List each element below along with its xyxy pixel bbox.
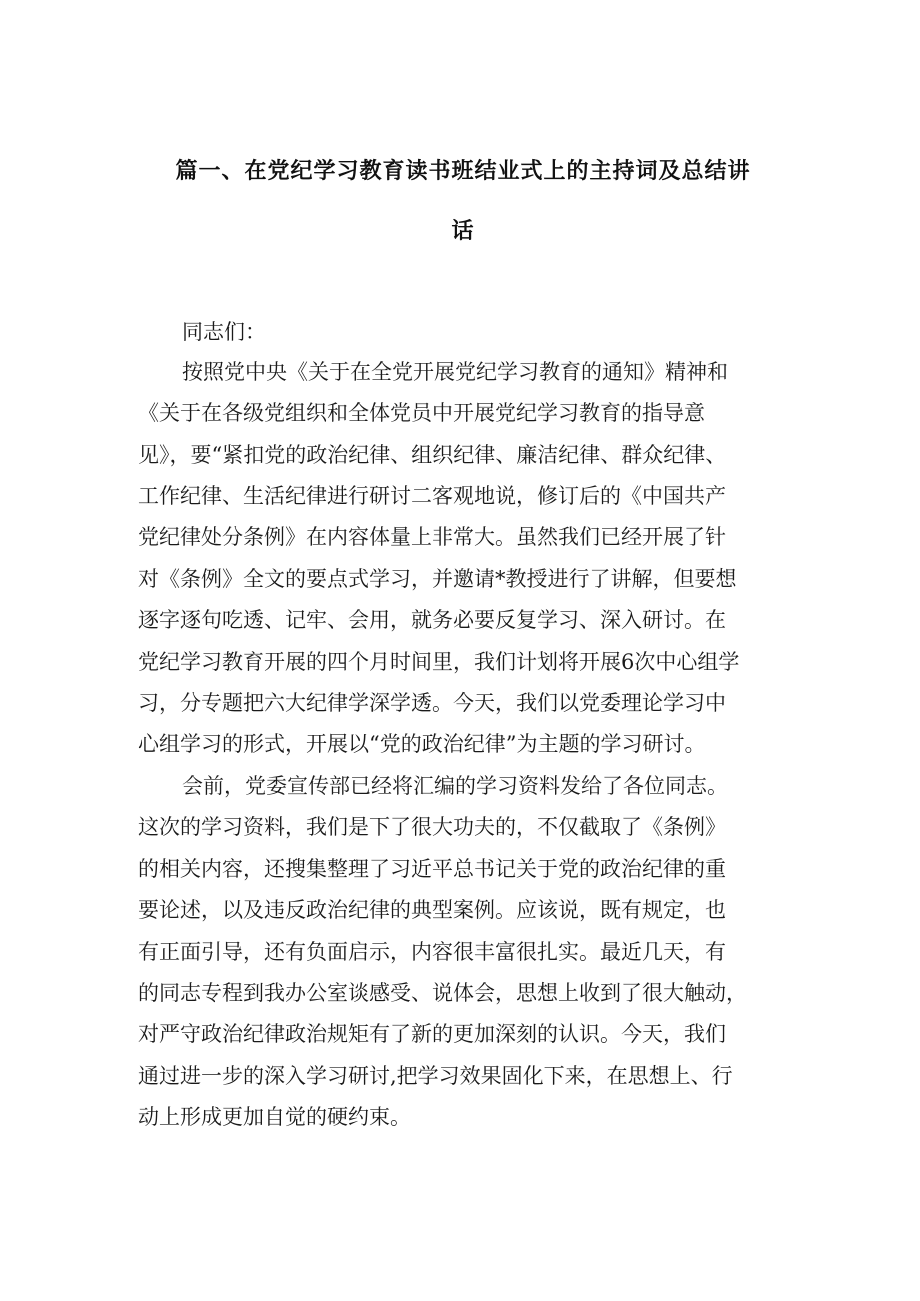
paragraph-line: 有正面引导，还有负面启示，内容很丰富很扎实。最近几天，有 xyxy=(138,940,726,964)
paragraph-line: 工作纪律、生活纪律进行研讨二客观地说，修订后的《中国共产 xyxy=(138,484,726,508)
document-title-line-2: 话 xyxy=(451,219,475,244)
paragraph-line: 逐字逐句吃透、记牢、会用，就务必要反复学习、深入研讨。在 xyxy=(138,608,726,632)
paragraph-line: 要论述，以及违反政治纪律的典型案例。应该说，既有规定，也 xyxy=(138,898,726,922)
paragraph-line: 会前，党委宣传部已经将汇编的学习资料发给了各位同志。 xyxy=(182,774,728,798)
paragraph-line: 党纪学习教育开展的四个月时间里，我们计划将开展6次中心组学 xyxy=(138,650,740,674)
paragraph-line: 的相关内容，还搜集整理了习近平总书记关于党的政治纪律的重 xyxy=(138,857,726,881)
paragraph-line: 动上形成更加自觉的硬约束。 xyxy=(138,1105,411,1129)
paragraph-line: 《关于在各级党组织和全体党员中开展党纪学习教育的指导意 xyxy=(138,401,705,425)
paragraph-line: 对严守政治纪律政治规矩有了新的更加深刻的认识。今天，我们 xyxy=(138,1022,726,1046)
paragraph-line: 这次的学习资料，我们是下了很大功夫的，不仅截取了《条例》 xyxy=(138,815,726,839)
paragraph-line: 通过进一步的深入学习研讨,把学习效果固化下来，在思想上、行 xyxy=(138,1064,733,1088)
paragraph-line: 习，分专题把六大纪律学深学透。今天，我们以党委理论学习中 xyxy=(138,691,726,715)
paragraph-line: 按照党中央《关于在全党开展党纪学习教育的通知》精神和 xyxy=(182,360,728,384)
paragraph-line: 心组学习的形式，开展以“党的政治纪律”为主题的学习研讨。 xyxy=(138,732,706,756)
paragraph-line: 见》，要“紧扣党的政治纪律、组织纪律、廉洁纪律、群众纪律、 xyxy=(138,443,727,467)
document-title-line-1: 篇一、在党纪学习教育读书班结业式上的主持词及总结讲 xyxy=(175,159,751,184)
salutation: 同志们： xyxy=(182,320,266,344)
paragraph-line: 的同志专程到我办公室谈感受、说体会，思想上收到了很大触动， xyxy=(138,981,747,1005)
paragraph-line: 对《条例》全文的要点式学习，并邀请*教授进行了讲解，但要想 xyxy=(138,567,737,591)
paragraph-line: 党纪律处分条例》在内容体量上非常大。虽然我们已经开展了针 xyxy=(138,525,726,549)
